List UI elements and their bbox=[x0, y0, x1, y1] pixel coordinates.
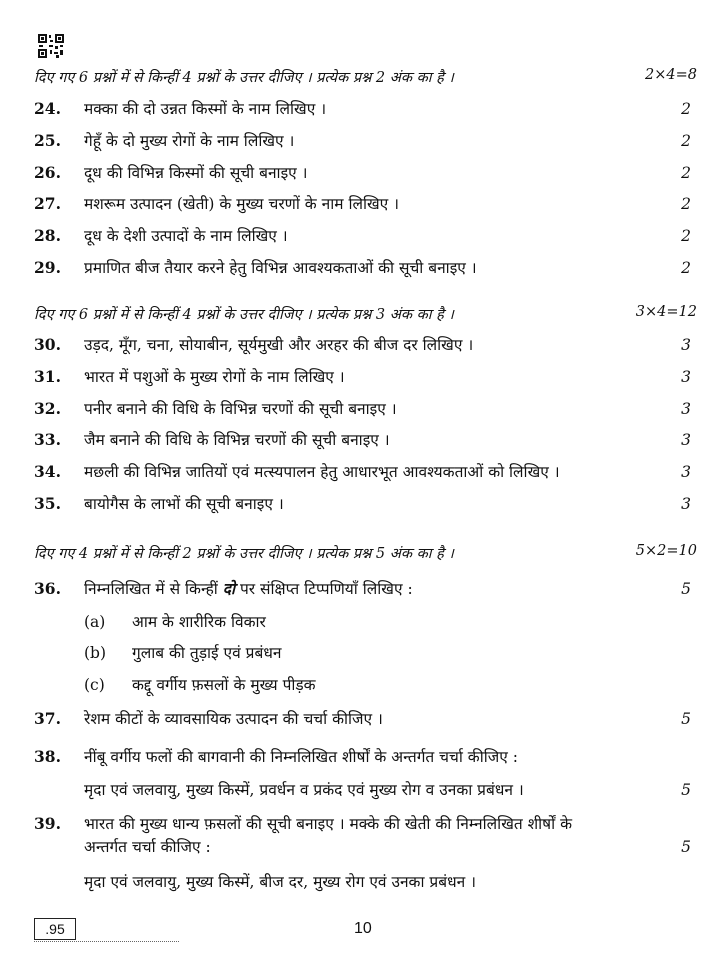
question-marks: 5 bbox=[681, 710, 691, 728]
question-text-line2: मृदा एवं जलवायु, मुख्य किस्में, प्रवर्धन व प्रकंद एवं मुख्य रोग व उनका प्रबंधन । bbox=[84, 781, 524, 799]
question-marks: 2 bbox=[681, 195, 691, 213]
question-number: 36. bbox=[34, 579, 61, 598]
question-text-line1b: अन्तर्गत चर्चा कीजिए : bbox=[84, 838, 211, 856]
question-number: 24. bbox=[34, 99, 61, 118]
question-text: दूध की विभिन्न किस्मों की सूची बनाइए । bbox=[84, 164, 308, 182]
question-number: 37. bbox=[34, 709, 61, 728]
section-marks: 2×4=8 bbox=[645, 67, 697, 83]
question-number: 29. bbox=[34, 258, 61, 277]
question-marks: 2 bbox=[681, 259, 691, 277]
question-text: उड़द, मूँग, चना, सोयाबीन, सूर्यमुखी और अरहर की बीज दर लिखिए । bbox=[84, 336, 474, 354]
question-text bbox=[84, 577, 651, 601]
section-instruction bbox=[34, 304, 697, 324]
question-marks: 2 bbox=[681, 100, 691, 118]
sub-part bbox=[84, 641, 281, 663]
sub-part-text: कद्दू वर्गीय फ़सलों के मुख्य पीड़क bbox=[132, 676, 316, 694]
question-marks: 5 bbox=[681, 781, 691, 799]
question-number: 38. bbox=[34, 747, 61, 766]
divider bbox=[34, 941, 179, 942]
question-number: 26. bbox=[34, 163, 61, 182]
question-text: मछली की विभिन्न जातियों एवं मत्स्यपालन हेतु आधारभूत आवश्यकताओं को लिखिए । bbox=[84, 463, 560, 481]
question-marks: 5 bbox=[681, 838, 691, 856]
question-text: मशरूम उत्पादन (खेती) के मुख्य चरणों के नाम लिखिए । bbox=[84, 195, 400, 213]
question-marks: 3 bbox=[681, 431, 691, 449]
question-number: 30. bbox=[34, 335, 61, 354]
section-instruction bbox=[34, 543, 697, 563]
section-instruction bbox=[34, 67, 697, 87]
section-marks: 5×2=10 bbox=[635, 543, 697, 559]
paper-code-box: .95 bbox=[34, 918, 76, 940]
question-text: प्रमाणित बीज तैयार करने हेतु विभिन्न आवश्यकताओं की सूची बनाइए । bbox=[84, 259, 477, 277]
question-text: मक्का की दो उन्नत किस्मों के नाम लिखिए । bbox=[84, 100, 327, 118]
question-text: रेशम कीटों के व्यावसायिक उत्पादन की चर्चा कीजिए । bbox=[84, 710, 383, 728]
question-text-line2: मृदा एवं जलवायु, मुख्य किस्में, बीज दर, मुख्य रोग एवं उनका प्रबंधन । bbox=[84, 873, 477, 891]
question-text: नींबू वर्गीय फलों की बागवानी की निम्नलिखित शीर्षों के अन्तर्गत चर्चा कीजिए : bbox=[84, 748, 518, 766]
question-number: 27. bbox=[34, 194, 61, 213]
qr-code-icon bbox=[38, 34, 64, 58]
question-number: 28. bbox=[34, 226, 61, 245]
sub-part-text: गुलाब की तुड़ाई एवं प्रबंधन bbox=[132, 644, 282, 662]
question-number: 31. bbox=[34, 367, 61, 386]
question-marks: 2 bbox=[681, 164, 691, 182]
question-number: 34. bbox=[34, 462, 61, 481]
question-marks: 2 bbox=[681, 227, 691, 245]
question-marks: 3 bbox=[681, 463, 691, 481]
sub-part bbox=[84, 610, 266, 632]
question-number: 39. bbox=[34, 814, 61, 833]
page-number: 10 bbox=[354, 920, 372, 937]
question-marks: 3 bbox=[681, 368, 691, 386]
sub-part-text: आम के शारीरिक विकार bbox=[132, 613, 266, 631]
sub-part-label: (a) bbox=[84, 613, 106, 631]
section-marks: 3×4=12 bbox=[635, 304, 697, 320]
section-instruction-text: दिए गए 4 प्रश्नों में से किन्हीं 2 प्रश्नों के उत्तर दीजिए । प्रत्येक प्रश्न 5 अंक का है । bbox=[34, 546, 454, 562]
question-text: भारत में पशुओं के मुख्य रोगों के नाम लिखिए । bbox=[84, 368, 345, 386]
question-text: गेहूँ के दो मुख्य रोगों के नाम लिखिए । bbox=[84, 132, 295, 150]
question-text: भारत की मुख्य धान्य फ़सलों की सूची बनाइए । मक्के की खेती की निम्नलिखित शीर्षों के bbox=[84, 815, 572, 833]
question-text: दूध के देशी उत्पादों के नाम लिखिए । bbox=[84, 227, 288, 245]
sub-part-label: (b) bbox=[84, 644, 107, 662]
question-number: 35. bbox=[34, 494, 61, 513]
section-instruction-text: दिए गए 6 प्रश्नों में से किन्हीं 4 प्रश्नों के उत्तर दीजिए । प्रत्येक प्रश्न 3 अंक का है । bbox=[34, 307, 454, 323]
question-number: 33. bbox=[34, 430, 61, 449]
question-marks: 3 bbox=[681, 336, 691, 354]
question-marks: 3 bbox=[681, 495, 691, 513]
question-text: पनीर बनाने की विधि के विभिन्न चरणों की सूची बनाइए । bbox=[84, 400, 397, 418]
sub-part bbox=[84, 673, 316, 695]
question-number: 32. bbox=[34, 399, 61, 418]
question-marks: 3 bbox=[681, 400, 691, 418]
question-marks: 5 bbox=[681, 580, 691, 598]
question-text: बायोगैस के लाभों की सूची बनाइए । bbox=[84, 495, 284, 513]
question-text-post: पर संक्षिप्त टिप्पणियाँ लिखिए : bbox=[239, 580, 413, 598]
sub-part-label: (c) bbox=[84, 676, 105, 694]
section-instruction-text: दिए गए 6 प्रश्नों में से किन्हीं 4 प्रश्नों के उत्तर दीजिए । प्रत्येक प्रश्न 2 अंक का है । bbox=[34, 70, 454, 86]
question-text: जैम बनाने की विधि के विभिन्न चरणों की सूची बनाइए । bbox=[84, 431, 390, 449]
question-text-emphasis: दो bbox=[222, 579, 236, 598]
question-text-pre: निम्नलिखित में से किन्हीं bbox=[84, 580, 218, 598]
question-marks: 2 bbox=[681, 132, 691, 150]
question-number: 25. bbox=[34, 131, 61, 150]
